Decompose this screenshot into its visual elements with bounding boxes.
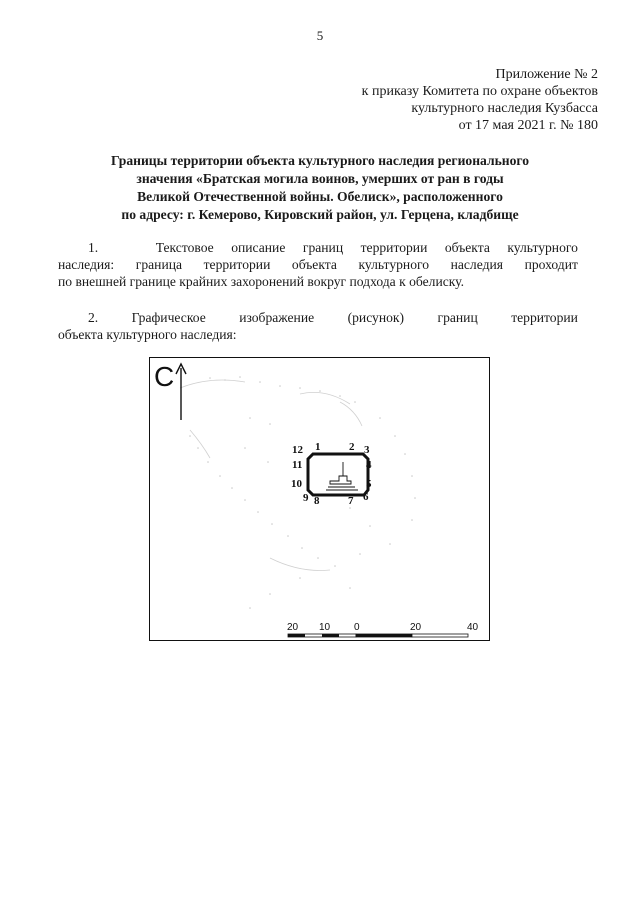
word: проходит xyxy=(524,257,578,272)
title-line-3: Великой Отечественной войны. Обелиск», расположенного xyxy=(137,189,503,204)
obelisk-symbol xyxy=(326,462,358,490)
point-label-4: 4 xyxy=(366,459,372,471)
word: (рисунок) xyxy=(347,310,405,325)
word: объекта xyxy=(444,240,490,255)
appendix-header xyxy=(362,66,598,134)
word: Текстовое xyxy=(155,240,214,255)
point-label-8: 8 xyxy=(314,495,320,507)
point-label-2: 2 xyxy=(349,441,355,453)
appendix-committee: культурного наследия Кузбасса xyxy=(411,101,598,116)
paragraph-text-description xyxy=(58,239,578,290)
point-label-12: 12 xyxy=(292,444,303,456)
word: наследия xyxy=(450,257,504,272)
word: граница xyxy=(135,257,183,272)
title-line-4: по адресу: г. Кемерово, Кировский район, ул. Герцена, кладбище xyxy=(121,207,519,222)
paragraph-2-line-1 xyxy=(58,309,578,326)
paragraph-graphic-description xyxy=(58,309,578,343)
point-label-5: 5 xyxy=(366,478,372,490)
paragraph-1-line-1 xyxy=(58,239,578,256)
territory-boundary xyxy=(308,454,368,495)
appendix-order-ref: к приказу Комитета по охране объектов xyxy=(361,84,598,99)
paragraph-2-number: 2. xyxy=(88,310,99,325)
scale-label-0: 0 xyxy=(354,622,360,633)
point-label-6: 6 xyxy=(363,491,369,503)
paragraph-2-line-2: объекта культурного наследия: xyxy=(58,327,237,342)
word: описание xyxy=(231,240,286,255)
scale-label-40: 40 xyxy=(467,622,479,633)
scale-bar xyxy=(287,622,479,637)
word: объекта xyxy=(291,257,337,272)
word: территории xyxy=(511,310,578,325)
word: культурного xyxy=(358,257,430,272)
paragraph-1-line-3: по внешней границе крайних захоронений вокруг подхода к обелиску. xyxy=(58,274,465,289)
north-arrow xyxy=(154,361,186,420)
word: изображение xyxy=(239,310,315,325)
appendix-date: от 17 мая 2021 г. № 180 xyxy=(458,118,598,133)
paragraph-1-line-2 xyxy=(58,256,578,273)
map-background-sketch xyxy=(180,380,362,571)
point-label-9: 9 xyxy=(303,492,309,504)
page-number: 5 xyxy=(316,28,324,43)
point-label-3: 3 xyxy=(364,444,370,456)
word: культурного xyxy=(507,240,578,255)
boundary-point-labels xyxy=(291,441,372,507)
word: границ xyxy=(437,310,478,325)
paragraph-1-number: 1. xyxy=(88,240,99,255)
title-line-2: значения «Братская могила воинов, умерших от ран в годы xyxy=(136,171,504,186)
word: Графическое xyxy=(131,310,206,325)
scale-label-20-right: 20 xyxy=(410,622,422,633)
scale-label-20-left: 20 xyxy=(287,622,299,633)
boundary-map-figure xyxy=(149,357,490,641)
document-title xyxy=(60,152,580,224)
point-label-7: 7 xyxy=(348,495,354,507)
appendix-title: Приложение № 2 xyxy=(495,67,598,82)
point-label-10: 10 xyxy=(291,478,302,490)
word: наследия: xyxy=(58,257,115,272)
word: границ xyxy=(302,240,344,255)
scale-label-10: 10 xyxy=(319,622,331,633)
boundary-map-svg xyxy=(150,358,491,642)
north-label: С xyxy=(154,361,175,392)
title-line-1: Границы территории объекта культурного наследия регионального xyxy=(110,153,530,168)
point-label-11: 11 xyxy=(292,459,303,471)
point-label-1: 1 xyxy=(315,441,321,453)
word: территории xyxy=(203,257,271,272)
word: территории xyxy=(360,240,428,255)
